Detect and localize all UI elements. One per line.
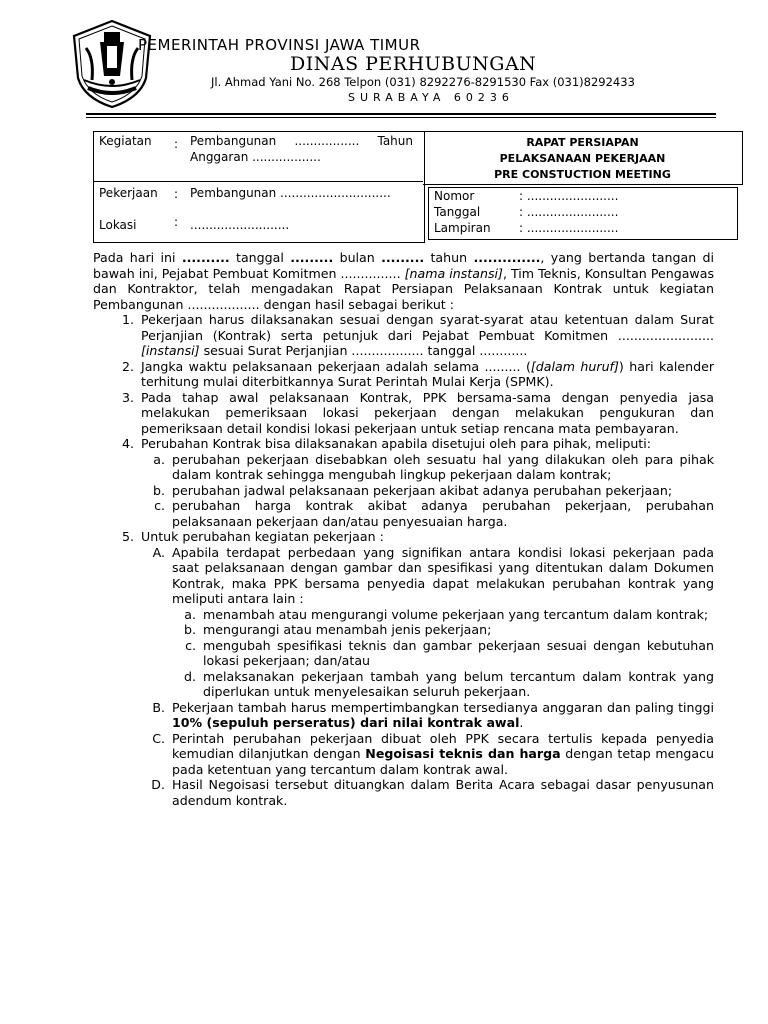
meeting-title-box [423,131,743,185]
contract-change-sublist [141,452,714,530]
kegiatan-label: Kegiatan [99,134,152,148]
list-item: c. perubahan harga kontrak akibat adanya perubahan pekerjaan, perubahan pelaksanaan pekerjaan dan/atau penyesuaian harga. [169,498,714,529]
list-item: c. mengubah spesifikasi teknis dan gambar pekerjaan sesuai dengan kebutuhan lokasi pekerjaan; dan/atau [200,638,714,669]
list-item: b. mengurangi atau menambah jenis pekerjaan; [200,622,714,638]
list-item: 2. Jangka waktu pelaksanaan pekerjaan adalah selama ......... ([dalam huruf]) hari kalender terhitung mulai diterbitkannya Surat Perintah Mulai Kerja (SPMK). [138,359,714,390]
letterhead-rule [86,113,716,118]
meeting-title-line3: PRE CONSTUCTION MEETING [494,168,671,181]
intro-paragraph: Pada hari ini .......... tanggal ......... bulan ......... tahun .............., yang bertanda tangan di bawah ini, Pejabat Pembuat Komitmen ............... [nama instansi], Tim Teknis, Konsultan Pengawas dan Kontraktor, telah mengadakan Rapat Persiapan Pelaksanaan Kontrak untuk kegiatan Pembangunan .................. dengan hasil sebagai berikut : [93,250,715,312]
office-city: SURABAYA 60236 [348,91,514,104]
list-item: C. Perintah perubahan pekerjaan dibuat oleh PPK secara tertulis kepada penyedia kemudian dilanjutkan dengan Negoisasi teknis dan harga dengan tetap mengacu pada ketentuan yang tercantum dalam kontrak awal. [169,731,714,778]
meeting-title-line1: RAPAT PERSIAPAN [526,136,639,149]
reference-number-box [428,187,738,240]
nomor-label: Nomor [434,189,475,203]
kegiatan-value-line1: Pembangunan ................. Tahun [190,134,413,148]
pekerjaan-colon: : [174,187,179,201]
pekerjaan-value: Pembangunan ............................. [190,186,391,200]
list-item: a. perubahan pekerjaan disebabkan oleh sesuatu hal yang dilakukan oleh para pihak dalam kontrak sehingga mengubah lingkup pekerjaan dalam kontrak; [169,452,714,483]
lampiran-value: : ........................ [519,221,619,235]
pekerjaan-label: Pekerjaan [99,186,158,200]
government-name: PEMERINTAH PROVINSI JAWA TIMUR [138,36,421,54]
list-item: a. menambah atau mengurangi volume pekerjaan yang tercantum dalam kontrak; [200,607,714,623]
list-item: d. melaksanakan pekerjaan tambah yang belum tercantum dalam kontrak yang diperlukan untuk menyelesaikan seluruh pekerjaan. [200,669,714,700]
list-item: 4. Perubahan Kontrak bisa dilaksanakan apabila disetujui oleh para pihak, meliputi: a. perubahan pekerjaan disebabkan oleh sesuatu hal yang dilakukan oleh para pihak dalam kontrak sehingga mengubah lingkup pekerjaan dalam kontrak; b. perubahan jadwal pelaksanaan pekerjaan akibat adanya perubahan pekerjaan; c. perubahan harga kontrak akibat adanya perubahan pekerjaan, perubahan pelaksanaan pekerjaan dan/atau penyesuaian harga. [138,436,714,529]
document-body [93,250,714,808]
department-name: DINAS PERHUBUNGAN [290,53,537,75]
lokasi-label: Lokasi [99,218,137,232]
kegiatan-colon: : [174,137,179,151]
list-item: D. Hasil Negoisasi tersebut dituangkan dalam Berita Acara sebagai dasar penyusunan adendum kontrak. [169,777,714,808]
tanggal-value: : ........................ [519,205,619,219]
kegiatan-value-line2: Anggaran .................. [190,150,321,164]
meeting-title-line2: PELAKSANAAN PEKERJAAN [499,152,666,165]
list-item: 1. Pekerjaan harus dilaksanakan sesuai dengan syarat-syarat atau ketentuan dalam Surat Perjanjian (Kontrak) serta petunjuk dari Pejabat Pembuat Komitmen ........................ [instansi] sesuai Surat Perjanjian .................. tanggal ............ [138,312,714,359]
list-item: A. Apabila terdapat perbedaan yang signifikan antara kondisi lokasi pekerjaan pada saat pelaksanaan dengan gambar dan spesifikasi yang ditentukan dalam Dokumen Kontrak, maka PPK bersama penyedia dapat melakukan perubahan kontrak yang meliputi antara lain : a. menambah atau mengurangi volume pekerjaan yang tercantum dalam kontrak; b. mengurangi atau menambah jenis pekerjaan; c. mengubah spesifikasi teknis dan gambar pekerjaan sesuai dengan kebutuhan lokasi pekerjaan; dan/atau d. melaksanakan pekerjaan tambah yang belum tercantum dalam kontrak yang diperlukan untuk menyelesaikan seluruh pekerjaan. [169,545,714,700]
list-item: 5. Untuk perubahan kegiatan pekerjaan : A. Apabila terdapat perbedaan yang signifikan antara kondisi lokasi pekerjaan pada saat pelaksanaan dengan gambar dan spesifikasi yang ditentukan dalam Dokumen Kontrak, maka PPK bersama penyedia dapat melakukan perubahan kontrak yang meliputi antara lain : a. menambah atau mengurangi volume pekerjaan yang tercantum dalam kontrak; b. mengurangi atau menambah jenis pekerjaan; c. mengubah spesifikasi teknis dan gambar pekerjaan sesuai dengan kebutuhan lokasi pekerjaan; dan/atau d. melaksanakan pekerjaan tambah yang belum tercantum dalam kontrak yang diperlukan untuk menyelesaikan seluruh pekerjaan. B. Pekerjaan tambah harus mempertimbangkan tersedianya anggaran dan paling tinggi 10% (sepuluh perseratus) dari nilai kontrak awal. C. Perintah perubahan pekerjaan dibuat oleh PPK secara tertulis kepada penyedia kemudian dilanjutkan dengan Negoisasi teknis dan harga dengan tetap mengacu pada ketentuan yang tercantum dalam kontrak awal. D. Hasil Negoisasi tersebut dituangkan dalam Berita Acara sebagai dasar penyusunan adendum kontrak. [138,529,714,808]
list-item: 3. Pada tahap awal pelaksanaan Kontrak, PPK bersama-sama dengan penyedia jasa melakukan pemeriksaan lokasi pekerjaan dengan melakukan pengukuran dan pemeriksaan detail kondisi lokasi pekerjaan untuk setiap rencana mata pembayaran. [138,390,714,437]
decision-list [93,312,714,808]
lokasi-colon: : [174,215,179,229]
info-box-divider [93,181,423,182]
provincial-emblem-logo [70,18,154,110]
lokasi-value: .......................... [190,218,290,232]
nomor-value: : ........................ [519,189,619,203]
list-item: b. perubahan jadwal pelaksanaan pekerjaan akibat adanya perubahan pekerjaan; [169,483,714,499]
lampiran-label: Lampiran [434,221,491,235]
tanggal-label: Tanggal [434,205,481,219]
work-change-sublist [141,545,714,809]
office-address: Jl. Ahmad Yani No. 268 Telpon (031) 8292276-8291530 Fax (031)8292433 [211,75,635,89]
change-scope-sublist [172,607,714,700]
list-item: B. Pekerjaan tambah harus mempertimbangkan tersedianya anggaran dan paling tinggi 10% (sepuluh perseratus) dari nilai kontrak awal. [169,700,714,731]
